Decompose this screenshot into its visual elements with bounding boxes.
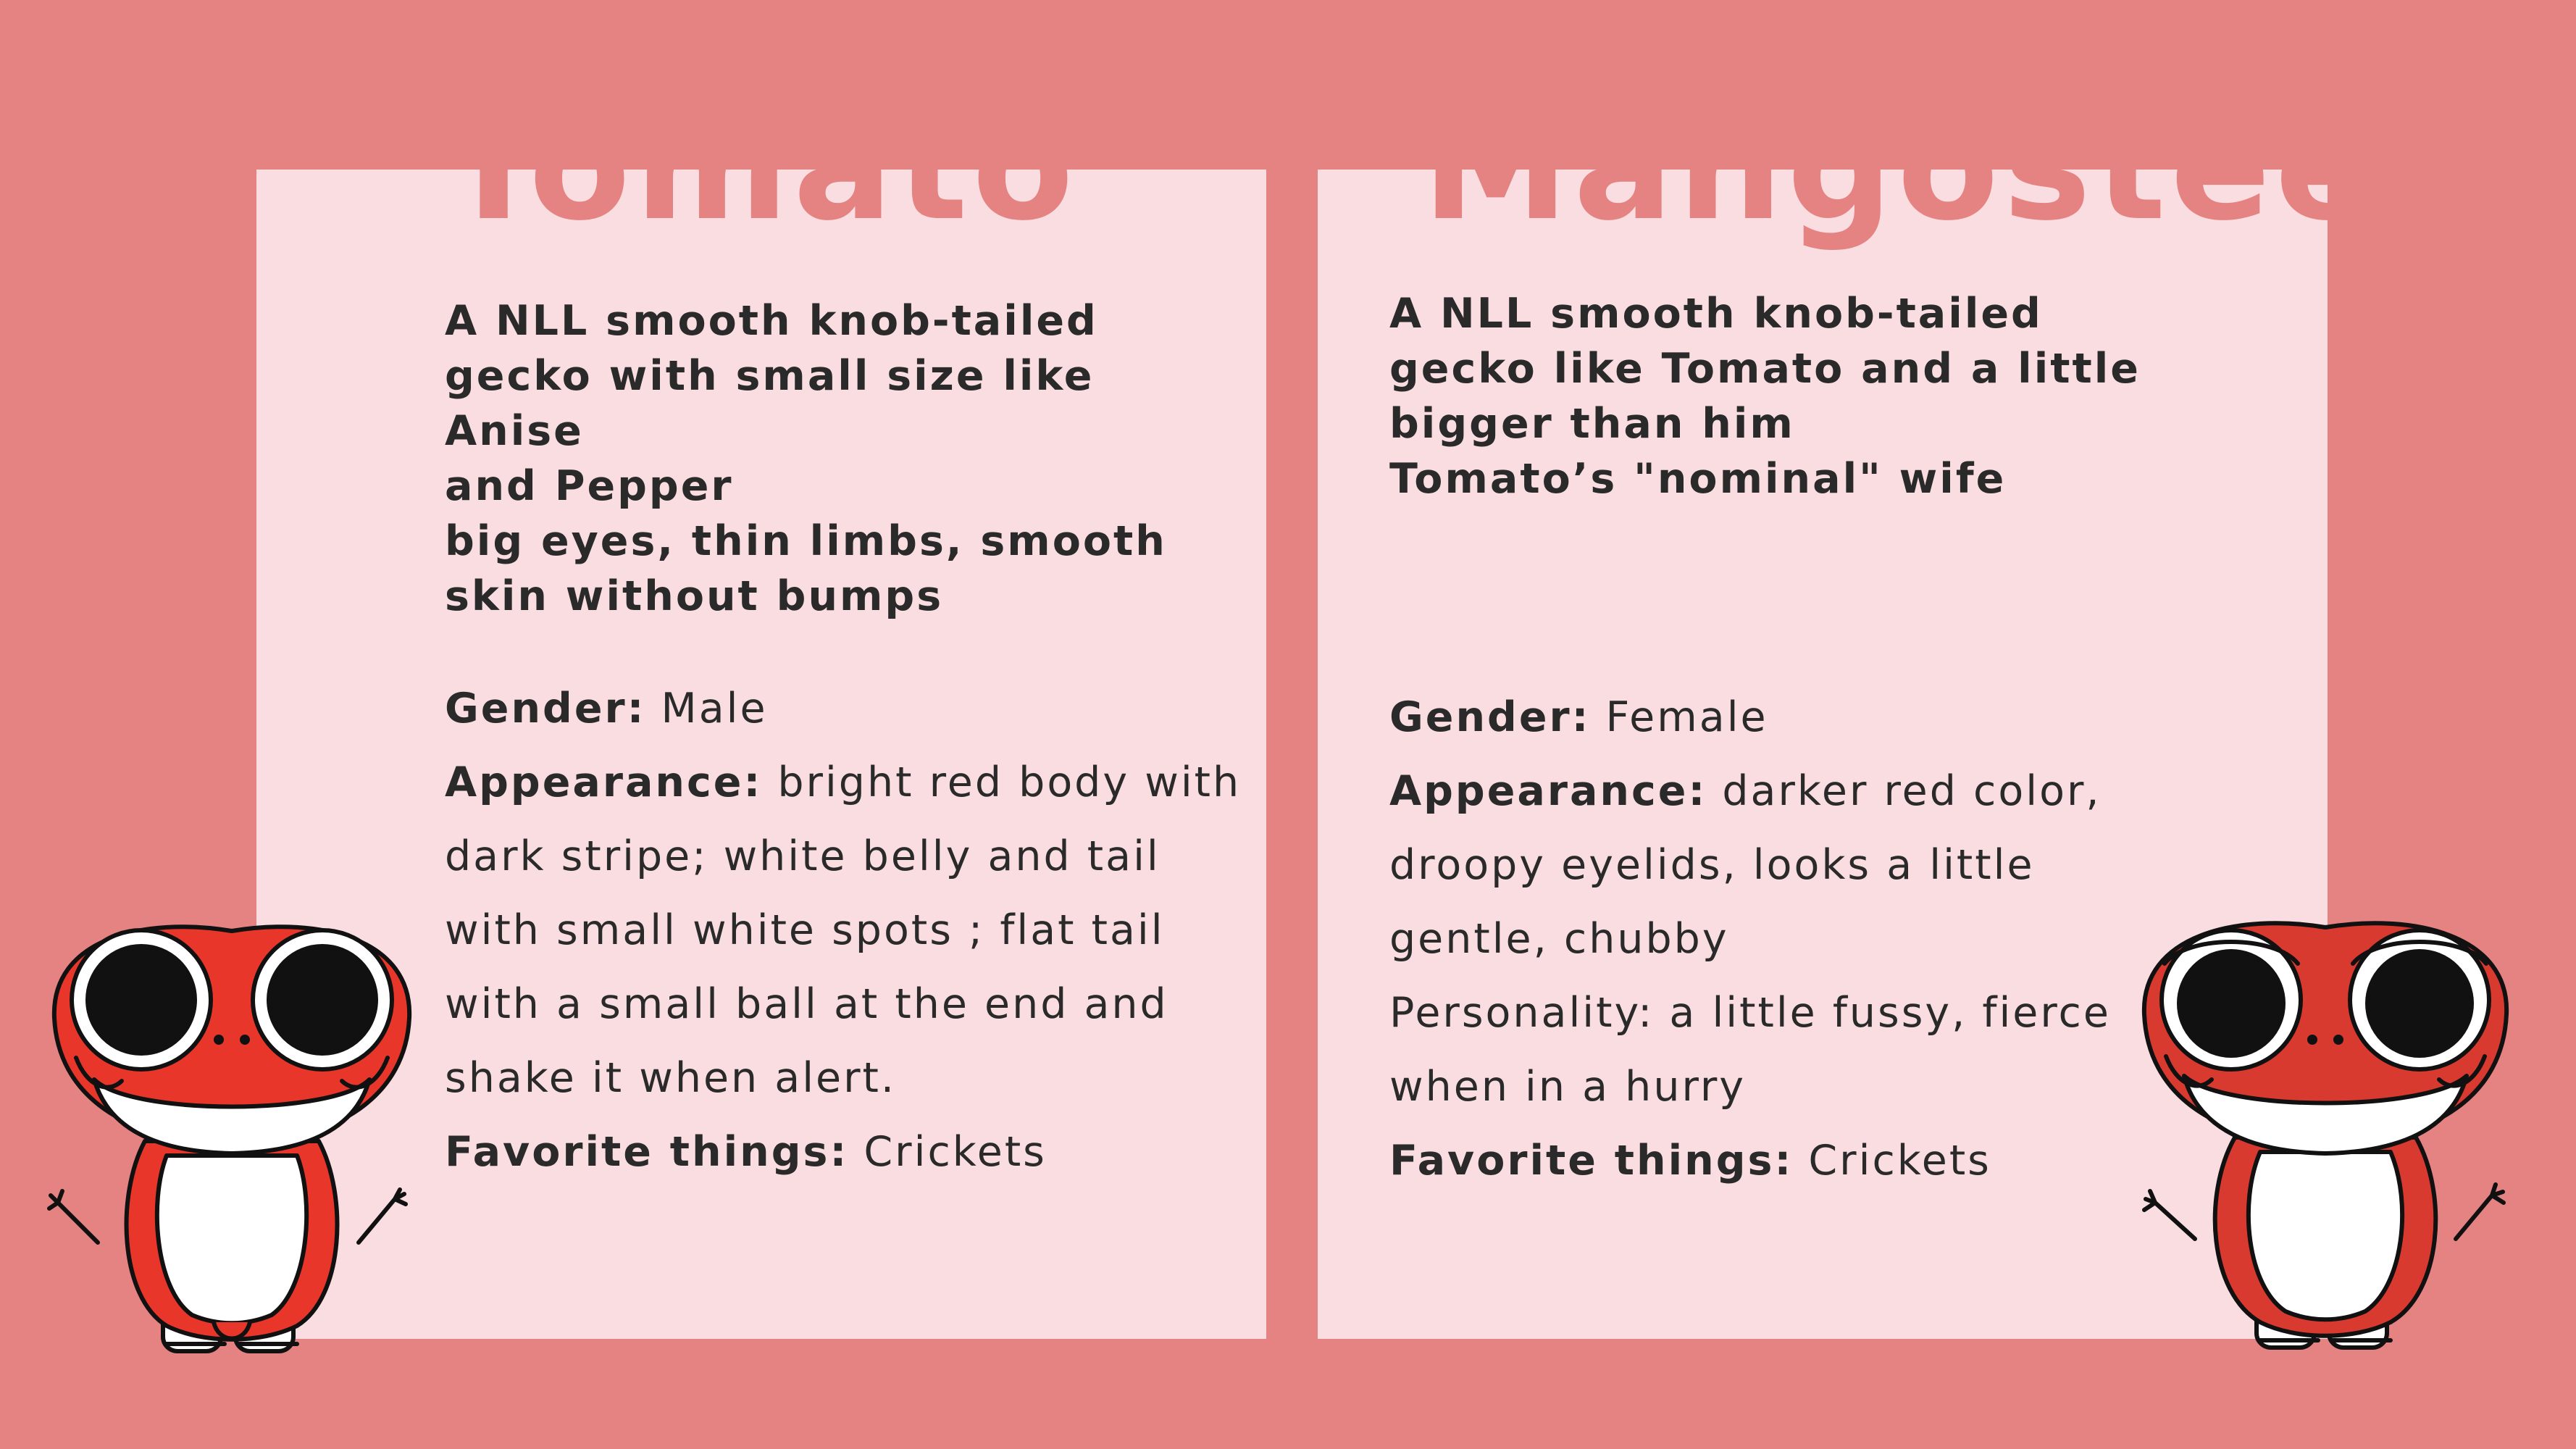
fact-value: Personality: a little fussy, fierce when in a hurry [1389, 989, 2111, 1111]
fact-value: Crickets [1793, 1137, 1991, 1185]
fact-label: Gender: [445, 685, 646, 732]
fact-value: darker red color, droopy eyelids, looks a little gentle, chubby [1389, 767, 2102, 963]
mangosteen-facts [1389, 680, 2186, 1198]
mangosteen-title: Mangosteen [1422, 82, 2489, 254]
fact-value: bright red body with dark stripe; white belly and tail with small white spots ; flat tail with a small ball at the end and shake it when alert. [445, 759, 1242, 1102]
fact-label: Appearance: [1389, 767, 1707, 815]
tomato-facts [445, 672, 1249, 1189]
fact-gender [1389, 680, 2186, 754]
red-gecko-cartoon-icon [2123, 891, 2528, 1384]
red-gecko-cartoon-icon [29, 891, 435, 1384]
fact-label: Favorite things: [445, 1128, 849, 1176]
fact-favorite [445, 1115, 1249, 1189]
fact-appearance [445, 746, 1249, 1115]
fact-value: Male [645, 685, 768, 732]
fact-personality [1389, 976, 2186, 1124]
tomato-title: Tomato [443, 82, 1079, 254]
mangosteen-description: A NLL smooth knob-tailed gecko like Tomato and a little bigger than him Tomato’s "nominal" wife [1389, 290, 2141, 503]
fact-value: Crickets [848, 1128, 1047, 1176]
fact-value: Female [1590, 693, 1768, 741]
fact-label: Appearance: [445, 759, 763, 806]
tomato-description: A NLL smooth knob-tailed gecko with small size like Anise and Pepper big eyes, thin limbs, smooth skin without bumps [445, 297, 1167, 620]
fact-favorite [1389, 1124, 2186, 1198]
fact-label: Gender: [1389, 693, 1591, 741]
fact-appearance [1389, 754, 2186, 976]
fact-label: Favorite things: [1389, 1137, 1794, 1185]
fact-gender [445, 672, 1249, 746]
